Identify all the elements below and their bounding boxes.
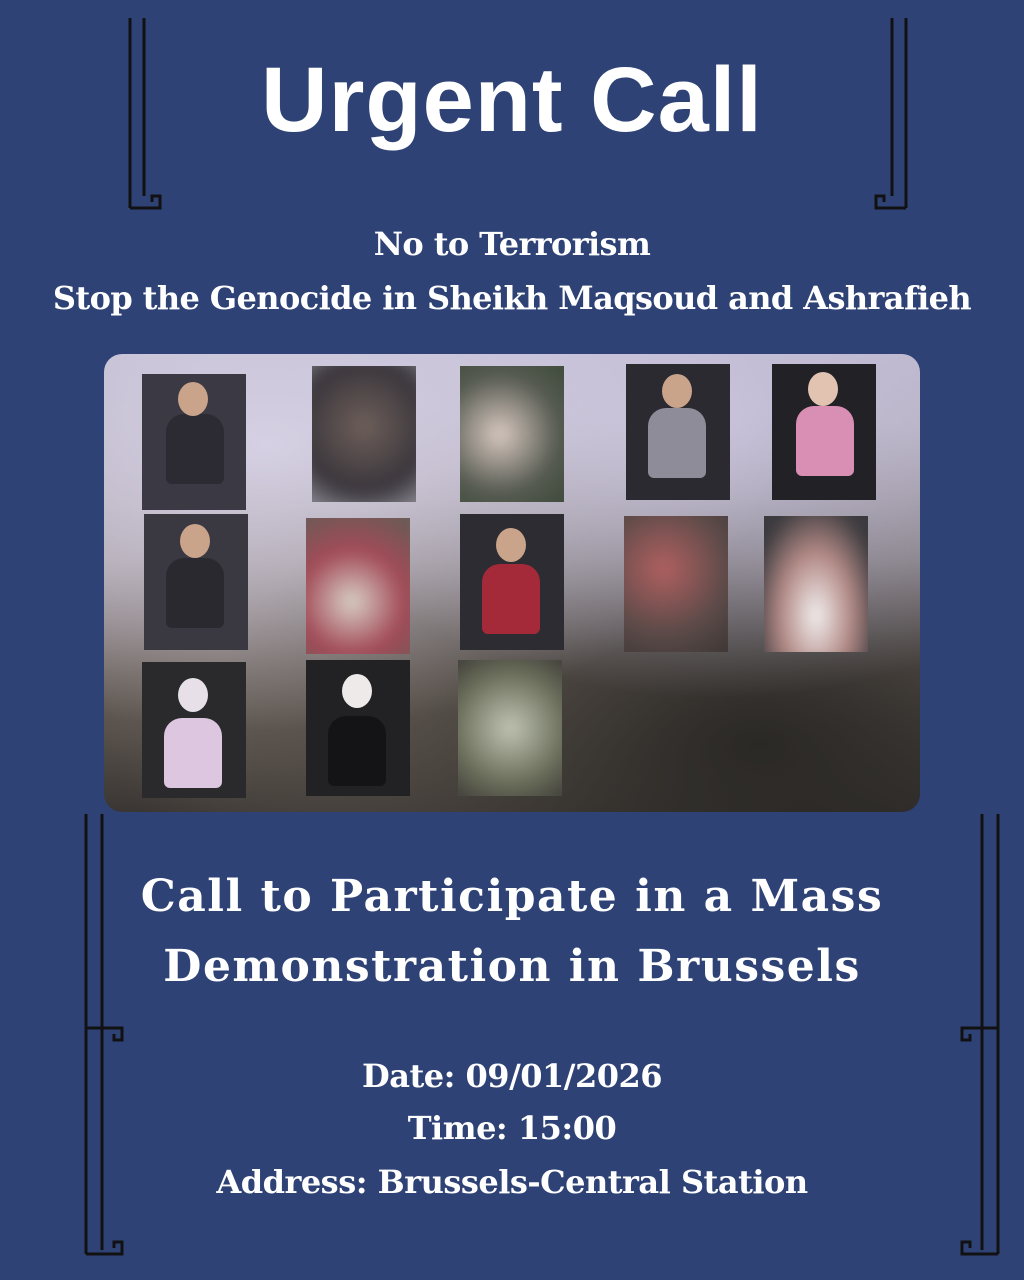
photo-13 [458,660,562,796]
photo-11 [142,662,246,798]
call-line-1: Call to Participate in a Mass [140,871,884,922]
photo-7 [306,518,410,654]
photo-4 [626,364,730,500]
photo-9 [624,516,728,652]
photo-collage [104,354,920,812]
photo-8 [460,514,564,650]
photo-12 [306,660,410,796]
call-to-participate [0,862,1024,1002]
photo-10 [764,516,868,652]
poster-title: Urgent Call [261,49,763,151]
call-line-2: Demonstration in Brussels [163,941,861,992]
event-date: Date: 09/01/2026 [361,1057,663,1095]
photo-6 [144,514,248,650]
photo-5 [772,364,876,500]
event-time: Time: 15:00 [407,1109,617,1147]
event-address: Address: Brussels-Central Station [216,1163,808,1201]
photo-2 [312,366,416,502]
photo-1 [142,374,246,510]
subtitle-slogan: No to Terrorism [373,225,651,263]
photo-3 [460,366,564,502]
subtitle-demand: Stop the Genocide in Sheikh Maqsoud and Ashrafieh [52,279,972,317]
